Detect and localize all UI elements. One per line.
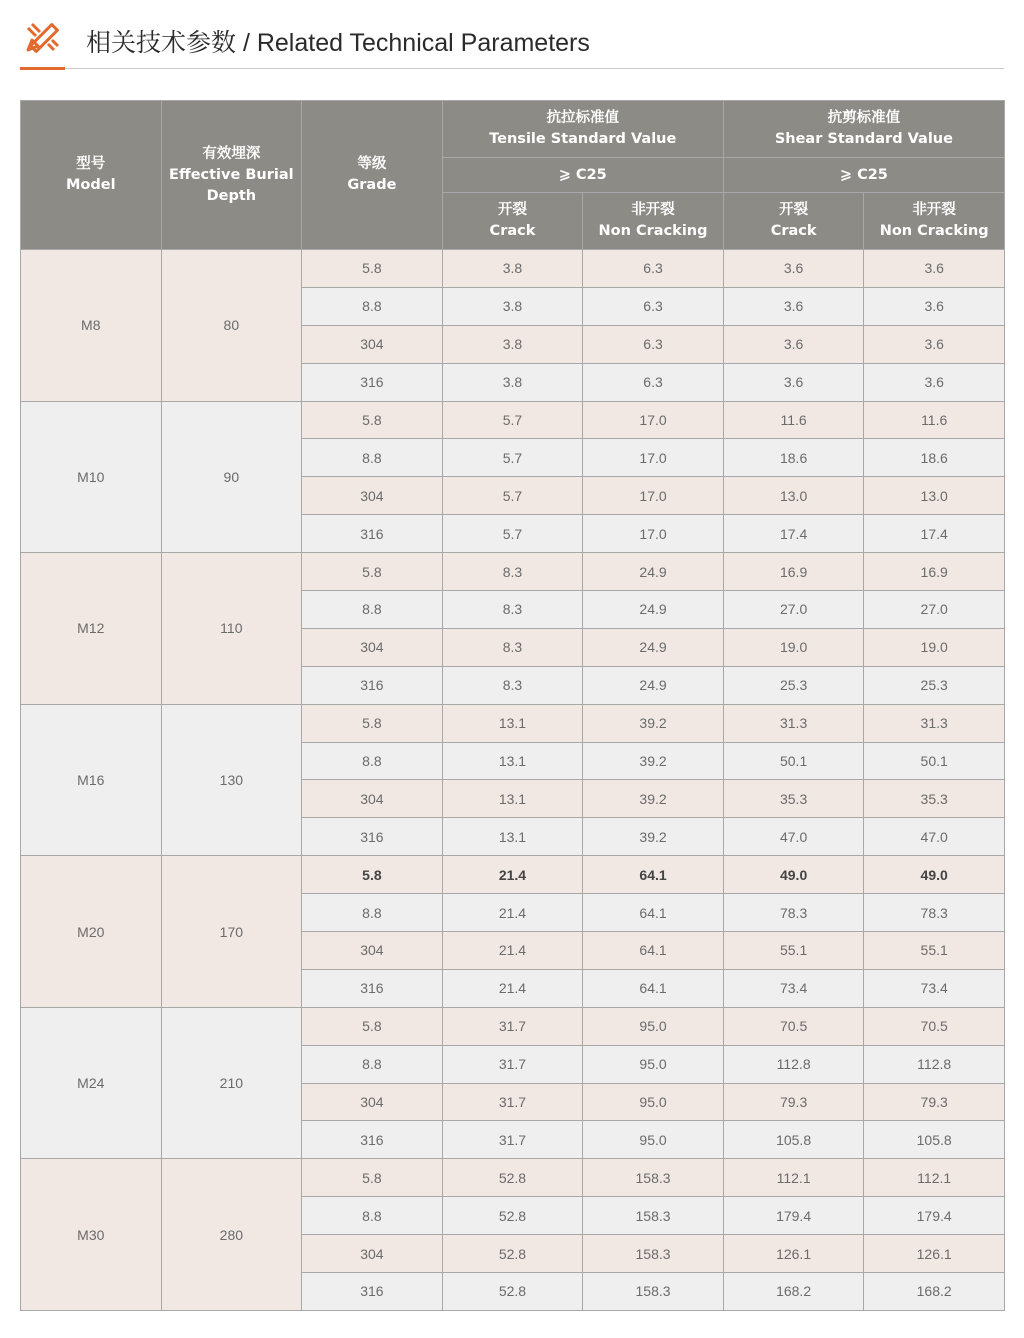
tensile-crack-cell: 5.7 [442,401,583,439]
shear-noncrack-cell: 27.0 [864,591,1005,629]
grade-cell: 304 [302,780,443,818]
grade-cell: 8.8 [302,591,443,629]
grade-cell: 316 [302,363,443,401]
grade-cell: 316 [302,666,443,704]
table-body [21,250,1005,1311]
shear-noncrack-cell: 3.6 [864,287,1005,325]
grade-cell: 8.8 [302,742,443,780]
tensile-crack-cell: 21.4 [442,932,583,970]
table-row [21,250,1005,288]
tensile-crack-cell: 3.8 [442,250,583,288]
table-row [21,704,1005,742]
shear-noncrack-cell: 18.6 [864,439,1005,477]
tensile-noncrack-cell: 95.0 [583,1007,724,1045]
header-tensile: 抗拉标准值 Tensile Standard Value [442,101,723,158]
tensile-crack-cell: 31.7 [442,1083,583,1121]
shear-crack-cell: 105.8 [723,1121,864,1159]
ruler-pencil-icon [24,20,62,54]
shear-noncrack-cell: 3.6 [864,363,1005,401]
header-depth: 有效埋深 Effective Burial Depth [161,101,302,250]
tensile-crack-cell: 8.3 [442,591,583,629]
tensile-noncrack-cell: 6.3 [583,287,724,325]
shear-noncrack-cell: 168.2 [864,1273,1005,1311]
shear-noncrack-cell: 31.3 [864,704,1005,742]
table-row [21,1007,1005,1045]
tensile-crack-cell: 52.8 [442,1197,583,1235]
shear-noncrack-cell: 179.4 [864,1197,1005,1235]
shear-noncrack-cell: 78.3 [864,894,1005,932]
tensile-crack-cell: 8.3 [442,553,583,591]
tensile-noncrack-cell: 39.2 [583,780,724,818]
tensile-noncrack-cell: 64.1 [583,969,724,1007]
tensile-noncrack-cell: 24.9 [583,628,724,666]
shear-noncrack-cell: 16.9 [864,553,1005,591]
header-shear-crack: 开裂 Crack [723,193,864,250]
depth-cell: 80 [161,250,302,402]
section-header [20,14,1004,72]
tensile-crack-cell: 52.8 [442,1273,583,1311]
grade-cell: 316 [302,1121,443,1159]
shear-crack-cell: 17.4 [723,515,864,553]
shear-noncrack-cell: 3.6 [864,250,1005,288]
shear-crack-cell: 49.0 [723,856,864,894]
tensile-noncrack-cell: 6.3 [583,325,724,363]
shear-noncrack-cell: 112.1 [864,1159,1005,1197]
shear-noncrack-cell: 49.0 [864,856,1005,894]
tensile-noncrack-cell: 24.9 [583,666,724,704]
shear-crack-cell: 50.1 [723,742,864,780]
grade-cell: 8.8 [302,894,443,932]
tensile-noncrack-cell: 17.0 [583,515,724,553]
depth-cell: 210 [161,1007,302,1159]
grade-cell: 5.8 [302,1159,443,1197]
shear-crack-cell: 3.6 [723,287,864,325]
shear-crack-cell: 25.3 [723,666,864,704]
tensile-noncrack-cell: 95.0 [583,1045,724,1083]
grade-cell: 316 [302,969,443,1007]
tensile-crack-cell: 3.8 [442,325,583,363]
depth-cell: 90 [161,401,302,553]
shear-crack-cell: 70.5 [723,1007,864,1045]
tensile-noncrack-cell: 64.1 [583,894,724,932]
grade-cell: 8.8 [302,439,443,477]
grade-cell: 5.8 [302,1007,443,1045]
depth-cell: 280 [161,1159,302,1311]
shear-crack-cell: 3.6 [723,325,864,363]
model-cell: M20 [21,856,162,1008]
grade-cell: 316 [302,515,443,553]
shear-crack-cell: 179.4 [723,1197,864,1235]
tensile-crack-cell: 31.7 [442,1007,583,1045]
shear-crack-cell: 126.1 [723,1235,864,1273]
header-grade: 等级 Grade [302,101,443,250]
shear-noncrack-cell: 25.3 [864,666,1005,704]
header-accent-bar [20,67,65,70]
shear-noncrack-cell: 55.1 [864,932,1005,970]
table-row [21,856,1005,894]
shear-noncrack-cell: 11.6 [864,401,1005,439]
shear-crack-cell: 19.0 [723,628,864,666]
grade-cell: 8.8 [302,287,443,325]
depth-cell: 170 [161,856,302,1008]
shear-crack-cell: 3.6 [723,363,864,401]
tensile-crack-cell: 21.4 [442,856,583,894]
tensile-noncrack-cell: 24.9 [583,553,724,591]
tensile-noncrack-cell: 95.0 [583,1121,724,1159]
tensile-crack-cell: 52.8 [442,1235,583,1273]
grade-cell: 304 [302,628,443,666]
shear-crack-cell: 79.3 [723,1083,864,1121]
header-tensile-noncrack: 非开裂 Non Cracking [583,193,724,250]
shear-noncrack-cell: 50.1 [864,742,1005,780]
tensile-noncrack-cell: 6.3 [583,363,724,401]
parameters-table [20,100,1005,1311]
shear-crack-cell: 27.0 [723,591,864,629]
shear-crack-cell: 18.6 [723,439,864,477]
model-cell: M24 [21,1007,162,1159]
shear-crack-cell: 168.2 [723,1273,864,1311]
tensile-noncrack-cell: 64.1 [583,932,724,970]
tensile-noncrack-cell: 95.0 [583,1083,724,1121]
shear-noncrack-cell: 35.3 [864,780,1005,818]
header-tensile-crack: 开裂 Crack [442,193,583,250]
grade-cell: 5.8 [302,704,443,742]
shear-noncrack-cell: 70.5 [864,1007,1005,1045]
tensile-crack-cell: 5.7 [442,477,583,515]
shear-crack-cell: 112.1 [723,1159,864,1197]
grade-cell: 304 [302,1235,443,1273]
header-shear-noncrack: 非开裂 Non Cracking [864,193,1005,250]
depth-cell: 110 [161,553,302,705]
shear-noncrack-cell: 3.6 [864,325,1005,363]
table-row [21,553,1005,591]
shear-noncrack-cell: 17.4 [864,515,1005,553]
shear-crack-cell: 3.6 [723,250,864,288]
shear-noncrack-cell: 13.0 [864,477,1005,515]
tensile-noncrack-cell: 64.1 [583,856,724,894]
model-cell: M12 [21,553,162,705]
model-cell: M10 [21,401,162,553]
shear-crack-cell: 78.3 [723,894,864,932]
grade-cell: 304 [302,325,443,363]
tensile-noncrack-cell: 17.0 [583,477,724,515]
tensile-noncrack-cell: 17.0 [583,401,724,439]
shear-noncrack-cell: 112.8 [864,1045,1005,1083]
shear-noncrack-cell: 73.4 [864,969,1005,1007]
tensile-crack-cell: 8.3 [442,628,583,666]
header-divider [20,68,1004,69]
tensile-noncrack-cell: 158.3 [583,1273,724,1311]
tensile-crack-cell: 52.8 [442,1159,583,1197]
grade-cell: 5.8 [302,856,443,894]
shear-noncrack-cell: 19.0 [864,628,1005,666]
shear-crack-cell: 31.3 [723,704,864,742]
shear-noncrack-cell: 126.1 [864,1235,1005,1273]
tensile-noncrack-cell: 158.3 [583,1159,724,1197]
page-title: 相关技术参数 / Related Technical Parameters [86,29,590,57]
tensile-noncrack-cell: 39.2 [583,704,724,742]
tensile-crack-cell: 31.7 [442,1121,583,1159]
table-row [21,401,1005,439]
tensile-noncrack-cell: 6.3 [583,250,724,288]
header-tensile-concrete: ⩾ C25 [442,158,723,193]
tensile-noncrack-cell: 39.2 [583,742,724,780]
grade-cell: 316 [302,818,443,856]
grade-cell: 5.8 [302,250,443,288]
tensile-crack-cell: 3.8 [442,363,583,401]
tensile-crack-cell: 5.7 [442,515,583,553]
shear-crack-cell: 13.0 [723,477,864,515]
shear-noncrack-cell: 79.3 [864,1083,1005,1121]
tensile-noncrack-cell: 158.3 [583,1197,724,1235]
shear-crack-cell: 55.1 [723,932,864,970]
grade-cell: 5.8 [302,401,443,439]
tensile-crack-cell: 21.4 [442,894,583,932]
tensile-crack-cell: 13.1 [442,818,583,856]
shear-crack-cell: 73.4 [723,969,864,1007]
shear-crack-cell: 35.3 [723,780,864,818]
header-shear: 抗剪标准值 Shear Standard Value [723,101,1004,158]
shear-crack-cell: 11.6 [723,401,864,439]
depth-cell: 130 [161,704,302,856]
grade-cell: 304 [302,932,443,970]
shear-crack-cell: 112.8 [723,1045,864,1083]
tensile-crack-cell: 21.4 [442,969,583,1007]
shear-crack-cell: 16.9 [723,553,864,591]
shear-noncrack-cell: 47.0 [864,818,1005,856]
shear-crack-cell: 47.0 [723,818,864,856]
tensile-crack-cell: 3.8 [442,287,583,325]
tensile-crack-cell: 31.7 [442,1045,583,1083]
model-cell: M16 [21,704,162,856]
model-cell: M8 [21,250,162,402]
tensile-noncrack-cell: 17.0 [583,439,724,477]
model-cell: M30 [21,1159,162,1311]
tensile-noncrack-cell: 39.2 [583,818,724,856]
shear-noncrack-cell: 105.8 [864,1121,1005,1159]
table-row [21,1159,1005,1197]
grade-cell: 5.8 [302,553,443,591]
grade-cell: 8.8 [302,1045,443,1083]
tensile-noncrack-cell: 24.9 [583,591,724,629]
header-model: 型号 Model [21,101,162,250]
grade-cell: 8.8 [302,1197,443,1235]
tensile-crack-cell: 13.1 [442,780,583,818]
tensile-noncrack-cell: 158.3 [583,1235,724,1273]
tensile-crack-cell: 13.1 [442,704,583,742]
tensile-crack-cell: 8.3 [442,666,583,704]
grade-cell: 304 [302,1083,443,1121]
grade-cell: 316 [302,1273,443,1311]
header-shear-concrete: ⩾ C25 [723,158,1004,193]
tensile-crack-cell: 13.1 [442,742,583,780]
grade-cell: 304 [302,477,443,515]
tensile-crack-cell: 5.7 [442,439,583,477]
